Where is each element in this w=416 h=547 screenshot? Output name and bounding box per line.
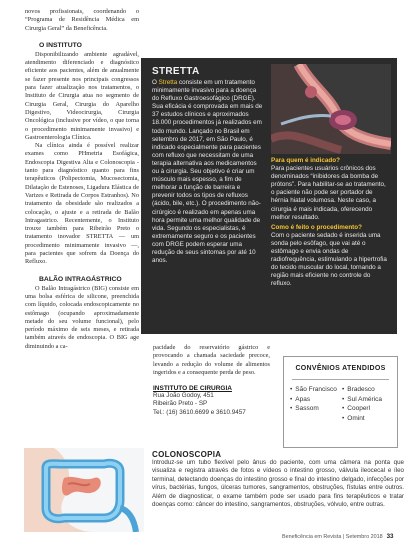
colonoscopia-text: Introduz-se um tubo flexível pelo ânus do paciente, com uma câmera na ponta que visualiza e registra através de fotos e vídeos o intestino grosso, válvula ileocecal e íleo terminal, detectando doenças do intestino grosso e final do intestino delgado, infecções por vírus, bactérias, fungos, úlceras tumores, sangramentos, obstruções, fístulas entre outros. Além de diagnosticar, o exame também pode ser usado para fins terapêuticos e tratar doenças como: câncer do intestino, sangramentos, obstruções, vólvulo, entre outras.: [152, 459, 404, 509]
intestine-illustration: [24, 448, 144, 532]
stretta-body-post: consiste em um tratamento minimamente invasivo para a doença do Refluxo Gastroesofágico (DRGE). Sua eficácia é comprovada em mais de 37 estudos clínicos e aproximados 18.000 procedimentos já realizados em todo mundo. Lançado no Brasil em setembro de 2017, em São Paulo, é indicado especialmente para pacientes com refluxo que necessitam de uma terapia alternativa aos medicamentos ou à cirurgia. Seu objetivo é criar um músculo mais espesso, a fim de melhorar a função de barreira e prevenir todos os tipos de refluxos (ácido, bile, etc.). O procedimento não-cirúrgico é realizado em apenas uma hora permite uma melhor qualidade de vida. Segundo os especialistas, é extremamente seguro e os pacientes com DRGE podem esperar uma redução de seus sintomas por até 10 anos.: [152, 79, 263, 265]
balao-paragraph: O Balão Intragástrico (BIG) consiste em uma bolsa esférica de silicone, preenchida com líquido, colocada endoscopicamente no estômago (ocupando aproximadamente metade do seu volume funcional), pelo período máximo de seis meses, e retirada também através de endoscopia. O BIG age diminuindo a ca-: [25, 284, 139, 350]
balao-heading: BALÃO INTRAGÁSTRICO: [39, 275, 122, 283]
convenios-list-1: [290, 385, 337, 414]
stretta-faq: [271, 156, 391, 289]
convenio-item: • Bradesco: [342, 385, 382, 395]
convenio-item: • Sul América: [342, 395, 382, 405]
footer-text: Beneficência em Revista | Setembro 2018: [282, 534, 383, 540]
page-number: 33: [386, 533, 394, 540]
colonoscopia-title: COLONOSCOPIA: [152, 450, 222, 459]
answer-indicado: Para pacientes usuários crônicos dos denominados “inibidores da bomba de prótons”. Para habilitar-se ao tratamento, o paciente não pode ser portador de hérnia hiatal volumosa. Neste caso, a cirurgia é mais indicada, oferecendo melhor resultado.: [271, 165, 386, 221]
page-footer: [282, 533, 393, 540]
address-line-1: Rua João Godoy, 451: [153, 392, 214, 400]
intro-paragraph: novos profissionais, coordenando o “Programa de Residência Médica em Cirurgia Geral” da Beneficência.: [25, 8, 139, 32]
answer-procedimento: Com o paciente sedado é inserida uma sonda pelo esôfago, que vai até o estômago e envia ondas de radiofrequência, estimulando a hipertrofia do tecido muscular do local, tornando a região mais eficiente no controle do refluxo.: [271, 231, 387, 288]
address-line-2: Ribeirão Preto - SP: [153, 400, 208, 408]
convenio-item: • Cooperl: [342, 404, 382, 414]
stretta-title: STRETTA: [152, 66, 200, 77]
convenio-item: • Omint: [342, 414, 382, 424]
stretta-body: [152, 79, 264, 265]
stretta-panel: [141, 58, 397, 334]
middle-column: [153, 344, 270, 417]
instituto-paragraph-2: Na clínica ainda é possível realizar exames como PHmetria Esofágica, Endoscopia Digestiva Alta e Colonoscopia - tanto para diagnóstico quanto para fins terapêuticos (Polipectomia, Mucosectomia, Dilatação de Estenoses, Ligadura Elástica de Varizes e Retirada de Corpos Estranhos). No tratamento da obesidade são realizados a colocação, o ajuste e a retirada de Balão Intragastrico. Recentemente, o Instituto trouxe também para Ribeirão Preto o tratamento inovador STRETTA — um procedimento minimamente invasivo —, para pacientes que sofrem da Doença do Refluxo.: [25, 142, 139, 266]
stretta-highlight: Stretta: [158, 79, 178, 86]
question-procedimento: Como é feito o procedimento?: [271, 223, 362, 231]
balao-continuation: pacidade do reservatório gástrico e provocando a chamada saciedade precoce, levando a redução do volume de alimentos ingeridos e a consequente perda de peso.: [153, 344, 270, 376]
instituto-heading: O INSTITUTO: [39, 41, 82, 49]
convenios-list-2: [342, 385, 382, 423]
instituto-paragraph-1: Disponibilizando ambiente agradável, atendimento diferenciado e diagnóstico eficiente aos pacientes, além de anualmente se fazer presente nos principais congressos para fazer atualização nos tratamentos, o Instituto de Cirurgia atua no segmento de Cirurgia Geral, Cirurgia do Aparelho Digestivo, Videocirurgia, Cirurgia Oncológica (inclusive por vídeo, o que torna o procedimento minimamente invasivo) e Gastroenterologia Clínica.: [25, 50, 139, 141]
convenios-title: CONVÊNIOS ATENDIDOS: [295, 365, 386, 372]
stretta-body-pre: O: [152, 79, 159, 86]
convenio-item: • São Francisco: [290, 385, 337, 395]
left-column: [25, 8, 139, 351]
institute-name: INSTITUTO DE CIRURGIA: [153, 385, 232, 393]
esophagus-illustration: [271, 64, 391, 154]
convenio-item: • Apas: [290, 395, 337, 405]
convenios-box: [283, 356, 398, 448]
question-indicado: Para quem é indicado?: [271, 157, 340, 164]
convenio-item: • Sassom: [290, 404, 337, 414]
phone-line: Tel.: (16) 3610.6699 e 3610.9457: [153, 408, 246, 416]
convenios-divider: [292, 379, 389, 380]
